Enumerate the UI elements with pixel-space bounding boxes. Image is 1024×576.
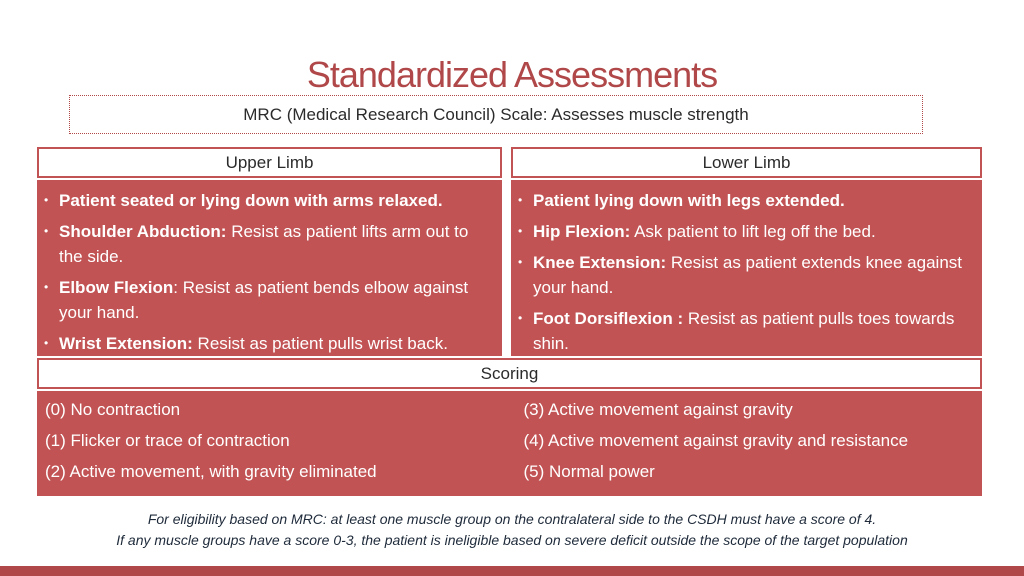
upper-limb-item-bold: Shoulder Abduction: [59,222,227,241]
upper-limb-item-bold: Wrist Extension: [59,334,193,353]
footnote-line-2: If any muscle groups have a score 0-3, the patient is ineligible based on severe deficit outside the scope of the target population [116,532,908,548]
bullet-icon: • [44,280,49,294]
mrc-description-text: MRC (Medical Research Council) Scale: Assesses muscle strength [243,104,749,124]
upper-limb-header [37,147,502,178]
score-item: (0) No contraction [45,400,181,419]
upper-limb-item-text: Resist as patient lifts arm out to the side. [59,222,469,266]
eligibility-footnote [0,509,1024,551]
bullet-icon: • [44,193,49,207]
bullet-icon: • [518,224,523,238]
score-item: (2) Active movement, with gravity eliminated [45,462,377,481]
footer-bar [0,566,1024,576]
upper-limb-item-bold: Elbow Flexion [59,278,174,297]
bullet-icon: • [518,255,523,269]
lower-limb-panel [511,180,982,356]
lower-limb-item-bold: Hip Flexion: [533,222,631,241]
lower-limb-list [511,180,982,356]
lower-limb-header-label: Lower Limb [702,152,791,172]
upper-limb-list [37,180,502,356]
scoring-column-right [494,398,973,496]
page-title: Standardized Assessments [306,54,718,96]
scoring-panel [37,391,982,496]
bullet-icon: • [518,193,523,207]
upper-limb-item-text: : Resist as patient bends elbow against your hand. [59,278,469,322]
lower-limb-item-text: Resist as patient extends knee against your hand. [533,253,962,297]
footnote-line-1: For eligibility based on MRC: at least one muscle group on the contralateral side to the CSDH must have a score of 4. [147,511,877,527]
bullet-icon: • [44,224,49,238]
lower-limb-header [511,147,982,178]
upper-limb-item [44,331,496,356]
score-item: (4) Active movement against gravity and resistance [523,431,909,450]
lower-limb-item-bold: Knee Extension: [533,253,667,272]
upper-limb-panel [37,180,502,356]
lower-limb-item [518,188,976,213]
lower-limb-item [518,306,976,356]
upper-limb-item [44,219,496,269]
upper-limb-item-text: Resist as patient pulls wrist back. [192,334,448,353]
lower-limb-item-bold: Foot Dorsiflexion : [533,309,684,328]
score-item: (3) Active movement against gravity [523,400,793,419]
scoring-column-left [45,398,494,496]
lower-limb-item-text: Resist as patient pulls toes towards shin. [533,309,955,353]
lower-limb-item [518,250,976,300]
lower-limb-item-bold: Patient lying down with legs extended. [533,191,845,210]
upper-limb-item [44,275,496,325]
scoring-header-label: Scoring [480,363,539,383]
upper-limb-item [44,188,496,213]
bullet-icon: • [44,336,49,350]
score-item: (5) Normal power [523,462,655,481]
upper-limb-item-bold: Patient seated or lying down with arms relaxed. [59,191,443,210]
lower-limb-item-text: Ask patient to lift leg off the bed. [630,222,876,241]
scoring-header [37,358,982,389]
score-item: (1) Flicker or trace of contraction [45,431,290,450]
lower-limb-item [518,219,976,244]
mrc-description-box [69,95,923,134]
upper-limb-header-label: Upper Limb [225,152,314,172]
bullet-icon: • [518,311,523,325]
